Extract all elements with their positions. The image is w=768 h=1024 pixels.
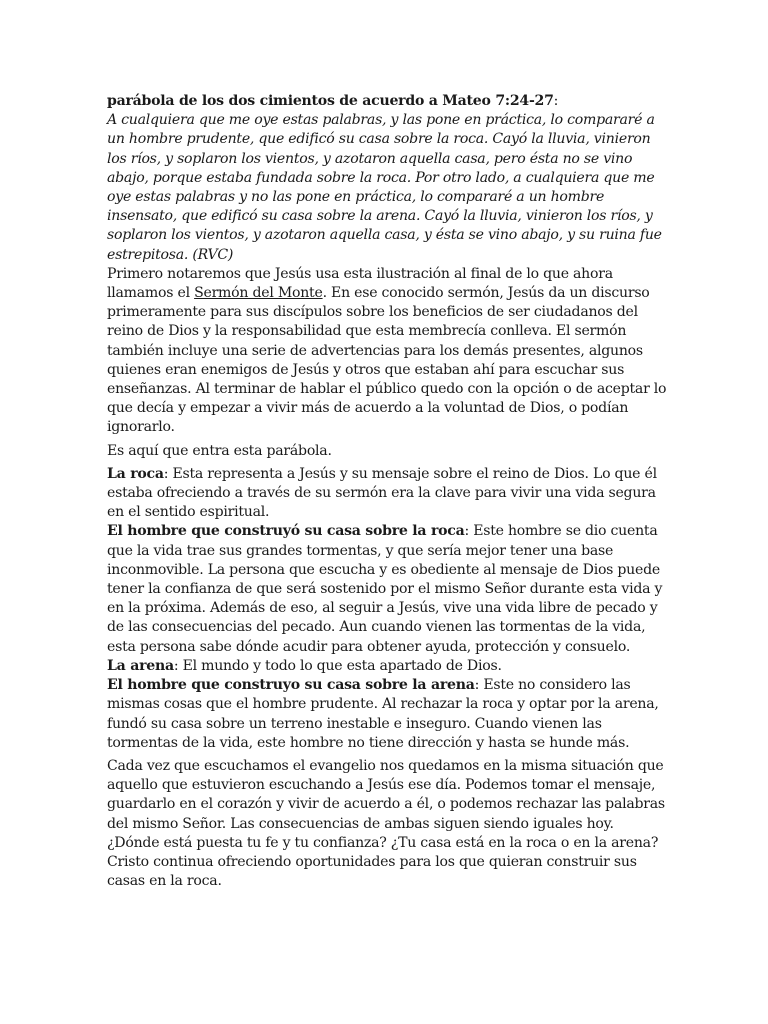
section-term: La roca: [107, 465, 164, 482]
document-page: [107, 92, 667, 891]
section-hombre-roca: [107, 522, 667, 656]
section-text: : Este hombre se dio cuenta que la vida trae sus grandes tormentas, y que sería mejor tener una base inconmovible. La persona que escucha y es obediente al mensaje de Dios puede tener la confianza de que será sostenido por el mismo Señor durante esta vida y en la próxima. Además de eso, al seguir a Jesús, vive una vida libre de pecado y de las consecuencias del pecado. Aun cuando vienen las tormentas de la vida, esta persona sabe dónde acudir para obtener ayuda, protección y consuelo.: [107, 523, 663, 655]
section-term: La arena: [107, 657, 174, 674]
conclusion-paragraph: Cada vez que escuchamos el evangelio nos quedamos en la misma situación que aquello que estuvieron escuchando a Jesús ese día. Podemos tomar el mensaje, guardarlo en el corazón y vivir de acuerdo a él, o podemos rechazar las palabras del mismo Señor. Las consecuencias de ambas siguen siendo iguales hoy. ¿Dónde está puesta tu fe y tu confianza? ¿Tu casa está en la roca o en la arena? Cristo continua ofreciendo oportunidades para los que quieran construir sus casas en la roca.: [107, 757, 665, 890]
intro-text-start: Primero notaremos que Jesús usa esta ilustración al final de lo que ahora llamamos el: [107, 265, 613, 302]
heading-title: parábola de los dos cimientos de acuerdo a Mateo 7:24-27: [107, 93, 554, 109]
scripture-quote: A cualquiera que me oye estas palabras, y las pone en práctica, lo compararé a un hombre prudente, que edificó su casa sobre la roca. Cayó la lluvia, vinieron los ríos, y soplaron los vientos, y azotaron aquella casa, pero ésta no se vino abajo, porque estaba fundada sobre la roca. Por otro lado, a cualquiera que me oye estas palabras y no las pone en práctica, lo compararé a un hombre insensato, que edificó su casa sobre la arena. Cayó la lluvia, vinieron los ríos, y soplaron los vientos, y azotaron aquella casa, y ésta se vino abajo, y su ruina fue estrepitosa. (RVC): [107, 112, 662, 263]
section-text: : Este no considero las mismas cosas que el hombre prudente. Al rechazar la roca y optar por la arena, fundó su casa sobre un terreno inestable e inseguro. Cuando vienen las tormentas de la vida, este hombre no tiene dirección y hasta se hunde más.: [107, 677, 659, 751]
section-hombre-arena: [107, 676, 667, 753]
section-la-arena: [107, 657, 667, 676]
intro-text-end: . En ese conocido sermón, Jesús da un discurso primeramente para sus discípulos sobre los beneficios de ser ciudadanos del reino de Dios y la responsabilidad que esta membrecía conlleva. El sermón también incluye una serie de advertencias para los demás presentes, algunos quienes eran enemigos de Jesús y otros que estaban ahí para escuchar sus enseñanzas. Al terminar de hablar el público quedo con la opción o de aceptar lo que decía y empezar a vivir más de acuerdo a la voluntad de Dios, o podían ignorarlo.: [107, 285, 667, 436]
intro-paragraph: [107, 265, 667, 438]
article-heading: [107, 92, 667, 111]
section-term: El hombre que construyó su casa sobre la roca: [107, 523, 465, 540]
section-text: : Esta representa a Jesús y su mensaje sobre el reino de Dios. Lo que él estaba ofreciendo a través de su sermón era la clave para vivir una vida segura en el sentido espiritual.: [107, 465, 657, 521]
section-text: : El mundo y todo lo que esta apartado de Dios.: [173, 657, 502, 674]
section-la-roca: [107, 465, 667, 523]
sermon-link[interactable]: Sermón del Monte: [194, 285, 323, 302]
heading-colon: :: [553, 93, 559, 109]
transition-paragraph: Es aquí que entra esta parábola.: [107, 442, 332, 459]
section-term: El hombre que construyo su casa sobre la arena: [107, 677, 475, 694]
